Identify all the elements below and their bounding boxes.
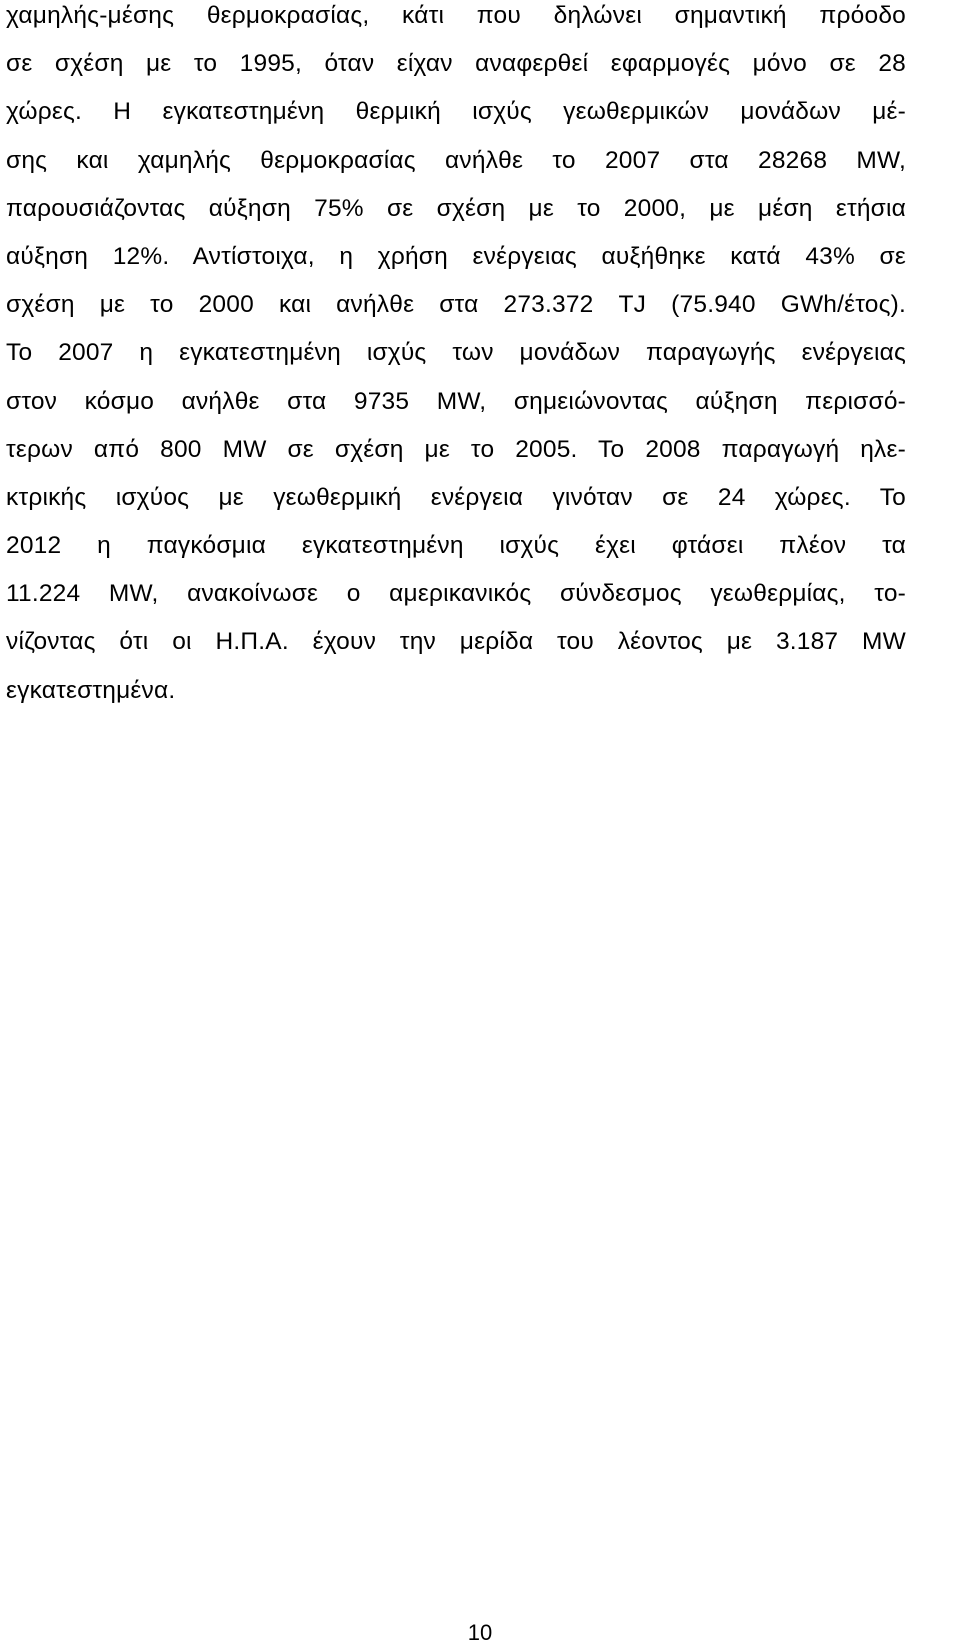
text-line: αύξηση 12%. Αντίστοιχα, η χρήση ενέργειας αυξήθηκε κατά 43% σε [6,242,906,270]
text-line: σχέση με το 2000 και ανήλθε στα 273.372 TJ (75.940 GWh/έτος). [6,291,906,319]
text-line: Το 2007 η εγκατεστημένη ισχύς των μονάδων παραγωγής ενέργειας [6,339,906,367]
text-line: 2012 η παγκόσμια εγκατεστημένη ισχύς έχει φτάσει πλέον τα [6,532,906,560]
text-line: παρουσιάζοντας αύξηση 75% σε σχέση με το 2000, με μέση ετήσια [6,194,906,222]
text-line: εγκατεστημένα. [6,676,176,704]
text-line: νίζοντας ότι οι Η.Π.Α. έχουν την μερίδα του λέοντος με 3.187 MW [6,628,906,656]
text-line: χαμηλής-μέσης θερμοκρασίας, κάτι που δηλώνει σημαντική πρόοδο [6,2,906,29]
text-line: κτρικής ισχύος με γεωθερμική ενέργεια γινόταν σε 24 χώρες. Το [6,483,906,511]
text-line: 11.224 MW, ανακοίνωσε ο αμερικανικός σύνδεσμος γεωθερμίας, το- [6,580,906,608]
text-line: στον κόσμο ανήλθε στα 9735 MW, σημειώνοντας αύξηση περισσό- [6,387,906,415]
page-number: 10 [467,1620,493,1645]
text-line: σης και χαμηλής θερμοκρασίας ανήλθε το 2007 στα 28268 MW, [6,146,906,174]
text-line: χώρες. Η εγκατεστημένη θερμική ισχύς γεωθερμικών μονάδων μέ- [6,98,906,126]
text-line: σε σχέση με το 1995, όταν είχαν αναφερθεί εφαρμογές μόνο σε 28 [6,50,906,78]
body-paragraph [6,0,906,715]
text-line: τερων από 800 MW σε σχέση με το 2005. Το 2008 παραγωγή ηλε- [6,435,906,463]
